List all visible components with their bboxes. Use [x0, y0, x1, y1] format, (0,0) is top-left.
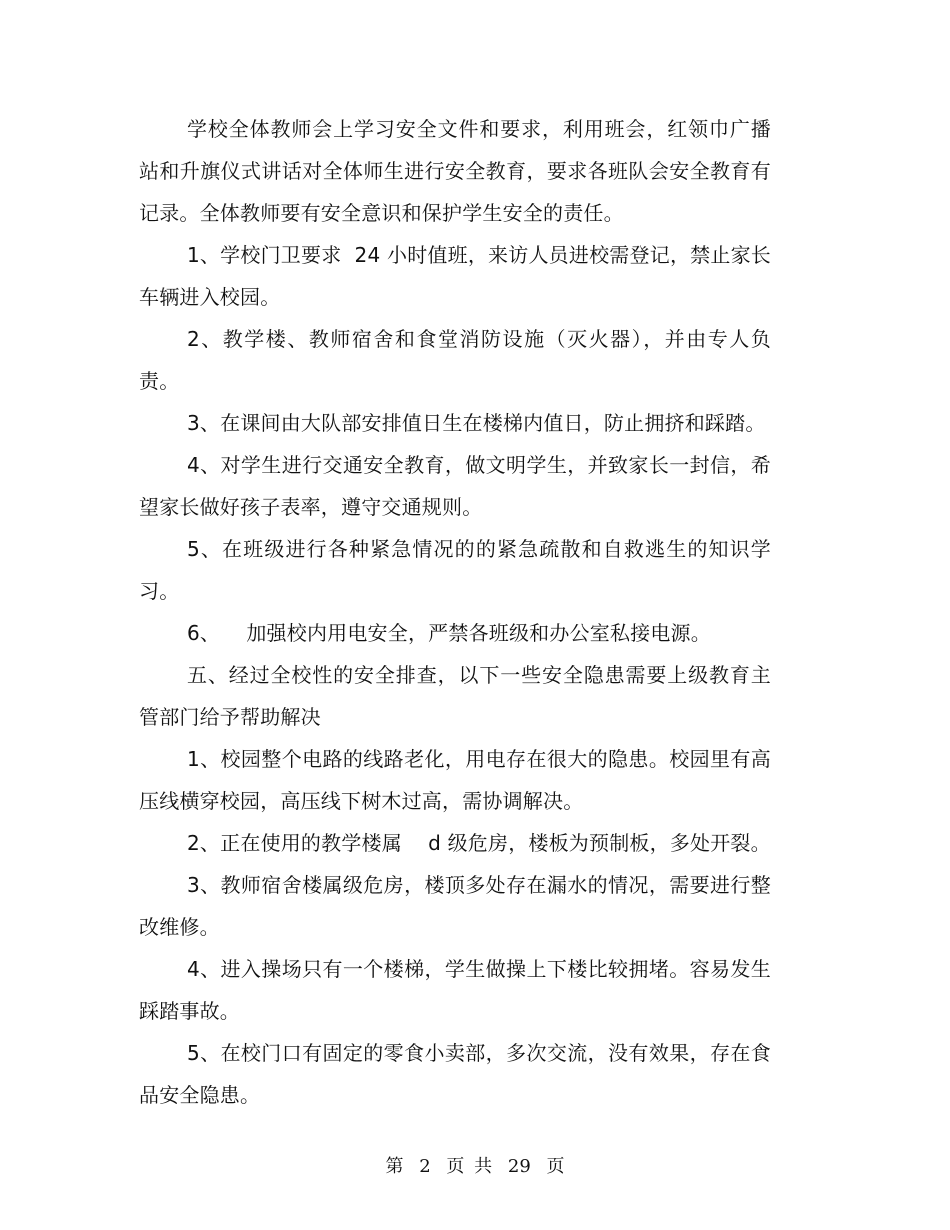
paragraph-item-3: 3、在课间由大队部安排值日生在楼梯内值日，防止拥挤和踩踏。 [187, 411, 766, 435]
hazard-item-4: 4、进入操场只有一个楼梯，学生做操上下楼比较拥堵。容易发生踩踏事故。 [139, 957, 771, 1023]
hazard-item-5: 5、在校门口有固定的零食小卖部，多次交流，没有效果，存在食品安全隐患。 [139, 1041, 771, 1107]
document-body [139, 108, 771, 1116]
footer-suffix: 页 [546, 1156, 565, 1177]
paragraph-item-2: 2、教学楼、教师宿舍和食堂消防设施（灭火器），并由专人负责。 [139, 327, 771, 393]
total-pages-number: 29 [507, 1156, 531, 1177]
hazard-item-1: 1、校园整个电路的线路老化，用电存在很大的隐患。校园里有高压线横穿校园，高压线下树木过高，需协调解决。 [139, 747, 771, 813]
paragraph-item-6: 6、 加强校内用电安全，严禁各班级和办公室私接电源。 [187, 621, 711, 645]
paragraph-item-5: 5、在班级进行各种紧急情况的的紧急疏散和自救逃生的知识学习。 [139, 537, 771, 603]
footer-middle: 页 共 [446, 1156, 493, 1177]
current-page-number: 2 [419, 1156, 431, 1177]
paragraph-intro: 学校全体教师会上学习安全文件和要求，利用班会，红领巾广播站和升旗仪式讲话对全体师生进行安全教育，要求各班队会安全教育有记录。全体教师要有安全意识和保护学生安全的责任。 [139, 117, 771, 225]
paragraph-item-4: 4、对学生进行交通安全教育，做文明学生，并致家长一封信，希望家长做好孩子表率，遵守交通规则。 [139, 453, 771, 519]
hazard-item-3: 3、教师宿舍楼属级危房，楼顶多处存在漏水的情况，需要进行整改维修。 [139, 873, 771, 939]
paragraph-item-1: 1、学校门卫要求 24 小时值班，来访人员进校需登记，禁止家长车辆进入校园。 [139, 243, 771, 309]
page-footer [0, 1152, 950, 1178]
hazard-item-2: 2、正在使用的教学楼属 d 级危房，楼板为预制板，多处开裂。 [187, 831, 771, 855]
section-heading-five: 五、经过全校性的安全排查，以下一些安全隐患需要上级教育主管部门给予帮助解决 [139, 663, 771, 729]
footer-prefix: 第 [385, 1156, 404, 1177]
